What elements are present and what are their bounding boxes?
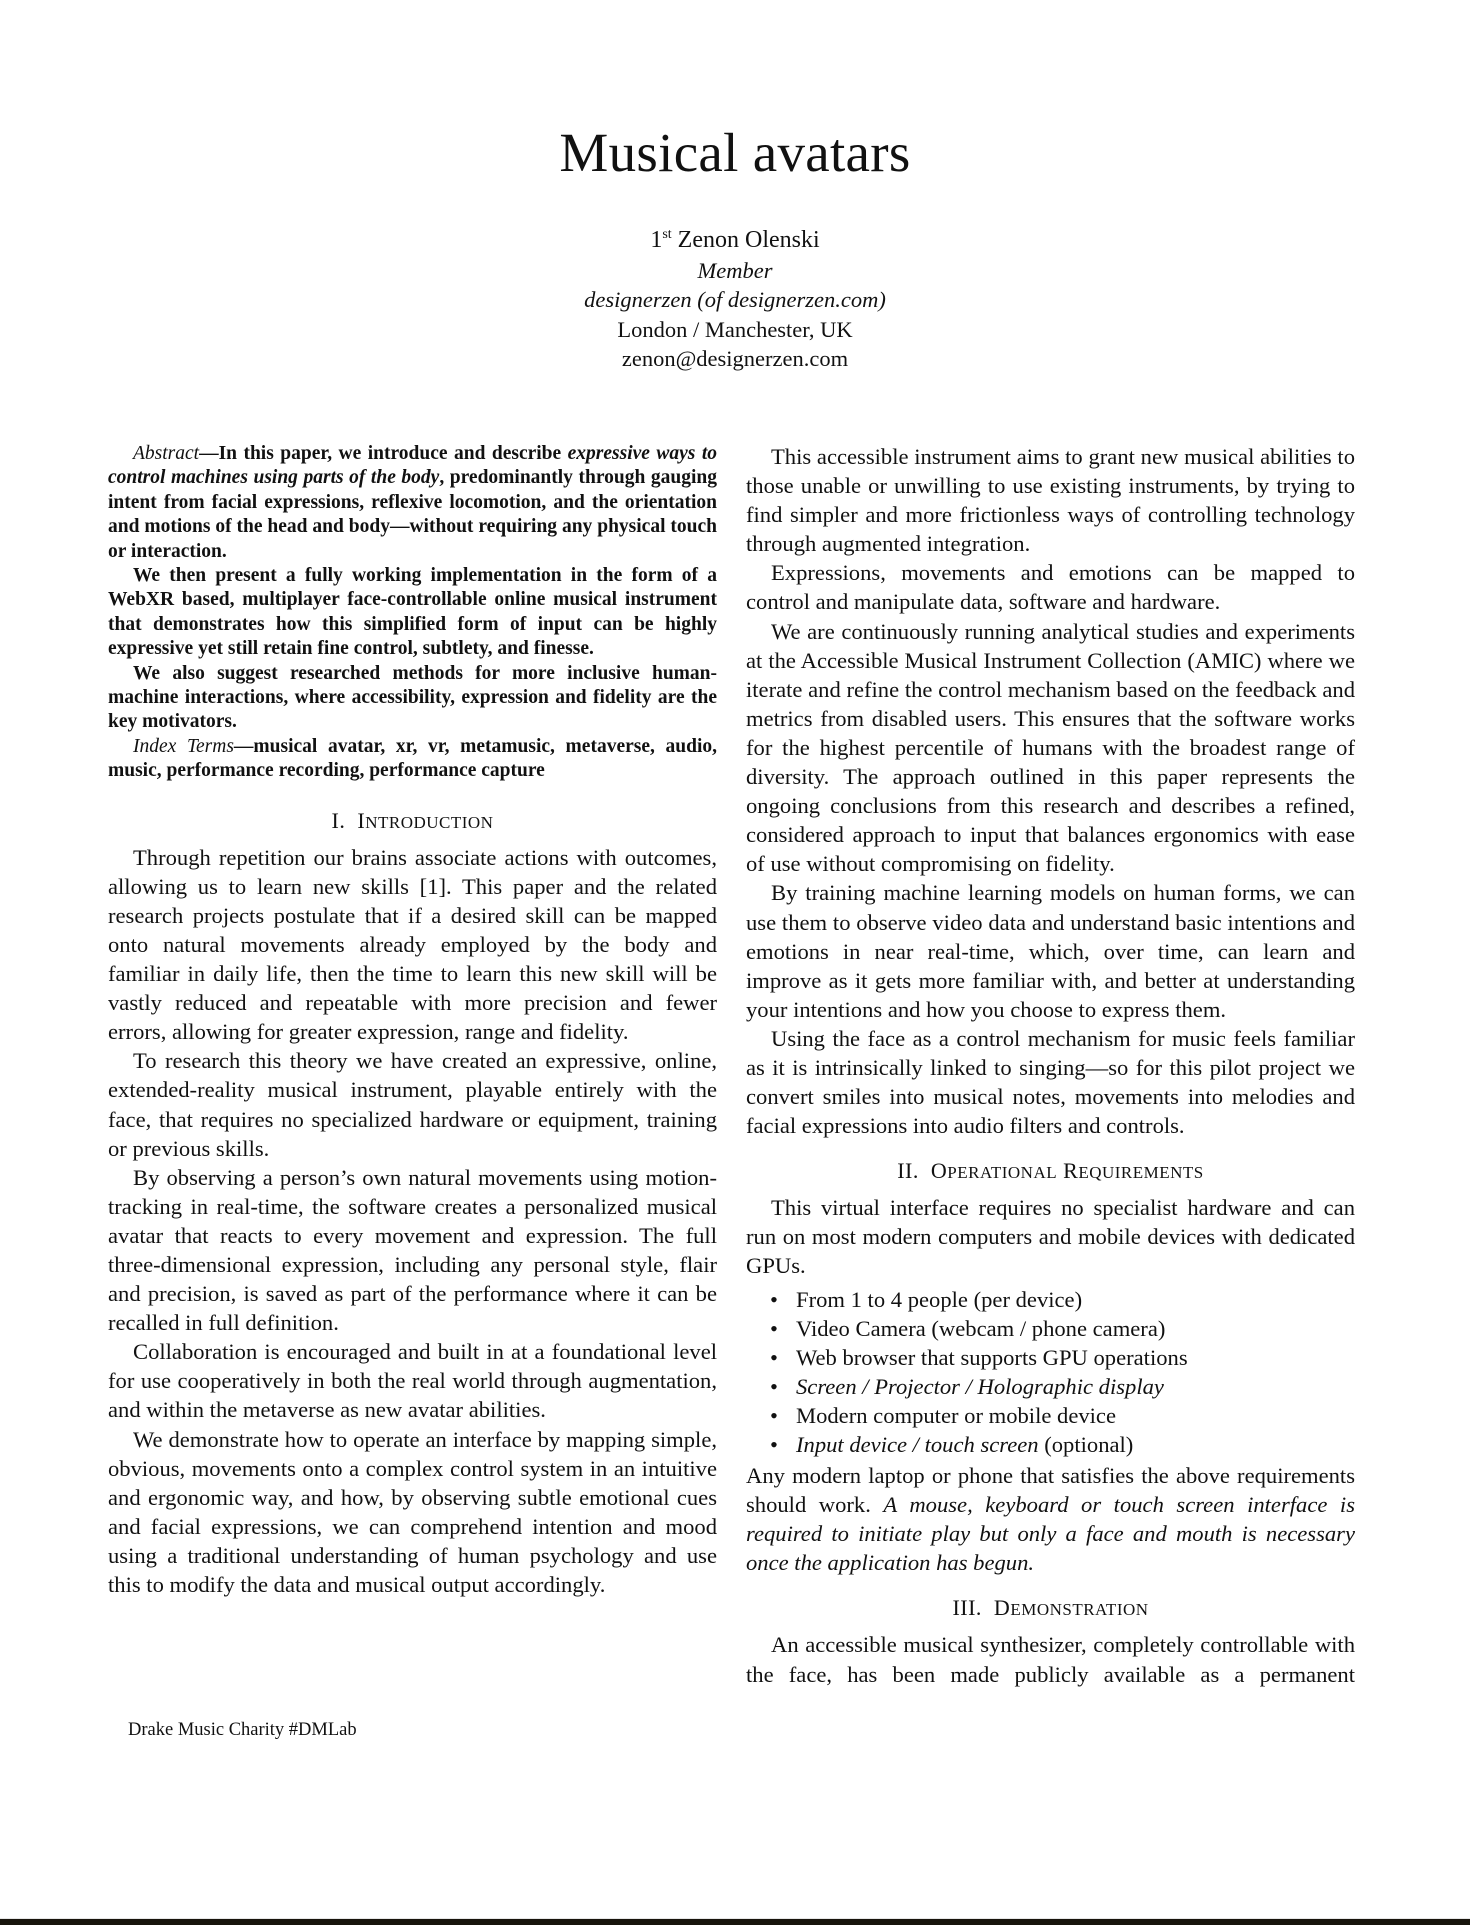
intro-paragraph-10: Using the face as a control mechanism for music feels familiar as it is intrinsically linked to singing—so for this pilot project we convert smiles into musical notes, movements into melodies and facial expressions into audio filters and controls. [746, 1025, 1355, 1139]
author-ordinal-suffix: st [662, 227, 672, 242]
abstract-paragraph-2: We then present a fully working implementation in the form of a WebXR based, multiplayer face-controllable online musical instrument that demonstrates how this simplified form of input can be highly expressive yet still retain fine control, subtlety, and finesse. [108, 565, 717, 660]
left-column [108, 442, 717, 1599]
bullet-icon: • [770, 1286, 778, 1312]
section-title-initial: D [993, 1595, 1011, 1621]
abstract-paragraph-3: We also suggest researched methods for more inclusive human-machine interactions, where accessibility, expression and fidelity are the key motivators. [108, 662, 717, 733]
section-title-rest: EMONSTRATION [1010, 1600, 1149, 1620]
intro-paragraph-9: By training machine learning models on human forms, we can use them to observe video data and understand basic intentions and emotions in near real-time, which, over time, can learn and improve as it gets more familiar with, and better at understanding your intentions and how you choose to express them. [746, 880, 1355, 1022]
author-location: London / Manchester, UK [617, 316, 853, 342]
right-column [746, 442, 1355, 1689]
bullet-icon: • [770, 1402, 778, 1428]
section-heading-demonstration [746, 1593, 1355, 1624]
intro-paragraph-5: We demonstrate how to operate an interface by mapping simple, obvious, movements onto a complex control system in an intuitive and ergonomic way, and how, by observing subtle emotional cues and facial expressions, we can comprehend intention and mood using a traditional understanding of human psychology and use this to modify the data and musical output accordingly. [108, 1426, 717, 1598]
author-name: Zenon Olenski [677, 227, 820, 253]
demonstration-paragraph: An accessible musical synthesizer, completely controllable with the face, has been made publicly available as a permanent [746, 1632, 1355, 1687]
list-item-text: (optional) [1038, 1432, 1134, 1457]
abstract-emphasis: expressive ways to control machines using parts of the body [108, 443, 717, 489]
list-item [770, 1285, 1355, 1314]
index-terms [108, 735, 717, 784]
list-item [770, 1401, 1355, 1430]
section-title-rest-2: EQUIREMENTS [1078, 1163, 1204, 1183]
section-title-initial: I [357, 807, 366, 833]
paper-title: Musical avatars [559, 122, 911, 183]
abstract-paragraph-1 [108, 442, 717, 564]
bullet-icon: • [770, 1344, 778, 1370]
list-item-italic: Input device / touch screen [796, 1432, 1039, 1457]
abstract-label: Abstract [133, 443, 200, 464]
requirements-intro: This virtual interface requires no specialist hardware and can run on most modern computers and mobile devices with dedicated GPUs. [746, 1195, 1355, 1279]
section-number: II. [897, 1158, 919, 1184]
list-item-text: From 1 to 4 people (per device) [796, 1286, 1083, 1312]
list-item-text: Video Camera (webcam / phone camera) [796, 1315, 1166, 1341]
section-number: I. [331, 807, 346, 833]
intro-paragraph-7: Expressions, movements and emotions can be mapped to control and manipulate data, software and hardware. [746, 560, 1355, 615]
abstract-text: —In this paper, we introduce and describe [199, 443, 568, 464]
section-title-initial: O [930, 1158, 948, 1184]
author-email: zenon@designerzen.com [621, 346, 849, 372]
intro-paragraph-4: Collaboration is encouraged and built in at a foundational level for use cooperatively in both the real world through augmentation, and within the metaverse as new avatar abilities. [108, 1339, 717, 1423]
intro-paragraph-8: We are continuously running analytical studies and experiments at the Accessible Musical Instrument Collection (AMIC) where we iterate and refine the control mechanism based on the feedback and metrics from disabled users. This ensures that the software works for the highest percentile of humans with the broadest range of diversity. The approach outlined in this paper represents the ongoing conclusions from this research and describes a refined, considered approach to input that balances ergonomics with ease of use without compromising on fidelity. [746, 618, 1355, 877]
section-title-rest: PERATIONAL [947, 1163, 1058, 1183]
list-item [770, 1430, 1355, 1459]
requirements-outro-emphasis: A mouse, keyboard or touch screen interface is required to initiate play but only a face and mouth is necessary once the application has begun. [746, 1492, 1355, 1576]
author-block [0, 226, 1470, 374]
intro-paragraph-2: To research this theory we have created an expressive, online, extended-reality musical instrument, playable entirely with the face, that requires no specialized hardware or equipment, training or previous skills. [108, 1048, 717, 1161]
bullet-icon: • [770, 1373, 778, 1399]
list-item [770, 1372, 1355, 1401]
list-item-italic: Screen / Projector / Holographic display [796, 1373, 1164, 1399]
list-item [770, 1343, 1355, 1372]
requirements-outro-text: Any modern laptop or phone that satisfies the above requirements should work. [746, 1463, 1355, 1518]
index-terms-text: —musical avatar, xr, vr, metamusic, metaverse, audio, music, performance recording, performance capture [108, 735, 717, 782]
intro-paragraph-6: This accessible instrument aims to grant new musical abilities to those unable or unwilling to use existing instruments, by trying to find simpler and more frictionless ways of controlling technology through augmented integration. [746, 444, 1355, 557]
section-heading-introduction [108, 806, 717, 837]
author-affiliation: designerzen (of designerzen.com) [584, 287, 886, 313]
author-name-line [0, 226, 1470, 256]
bullet-icon: • [770, 1315, 778, 1341]
index-terms-label: Index Terms [133, 735, 234, 757]
footnote: Drake Music Charity #DMLab [128, 1720, 357, 1740]
intro-paragraph-3: By observing a person’s own natural movements using motion-tracking in real-time, the software creates a personalized musical avatar that reacts to every movement and expression. The full three-dimensional expression, including any personal style, flair and precision, is saved as part of the performance where it can be recalled in full definition. [108, 1164, 717, 1336]
author-role: Member [697, 257, 773, 283]
list-item [770, 1314, 1355, 1343]
author-ordinal: 1 [650, 227, 663, 253]
list-item-text: Web browser that supports GPU operations [796, 1344, 1188, 1370]
requirements-list [746, 1285, 1355, 1460]
section-number: III. [952, 1595, 982, 1621]
viewer-bottom-edge [0, 1919, 1470, 1925]
section-heading-requirements [746, 1156, 1355, 1187]
section-title-rest: NTRODUCTION [365, 812, 494, 832]
section-title-initial-2: R [1063, 1158, 1079, 1184]
intro-paragraph-1: Through repetition our brains associate actions with outcomes, allowing us to learn new skills [1]. This paper and the related research projects postulate that if a desired skill can be mapped onto natural movements already employed by the body and familiar in daily life, then the time to learn this new skill will be vastly reduced and repeatable with more precision and fewer errors, allowing for greater expression, range and fidelity. [108, 844, 717, 1045]
bullet-icon: • [770, 1432, 778, 1457]
list-item-text: Modern computer or mobile device [796, 1402, 1116, 1428]
abstract-text-cont: , predominantly through gauging intent from facial expressions, reflexive locomotion, and the orientation and motions of the head and body—without requiring any physical touch or interaction. [108, 467, 717, 562]
requirements-outro [746, 1461, 1355, 1577]
